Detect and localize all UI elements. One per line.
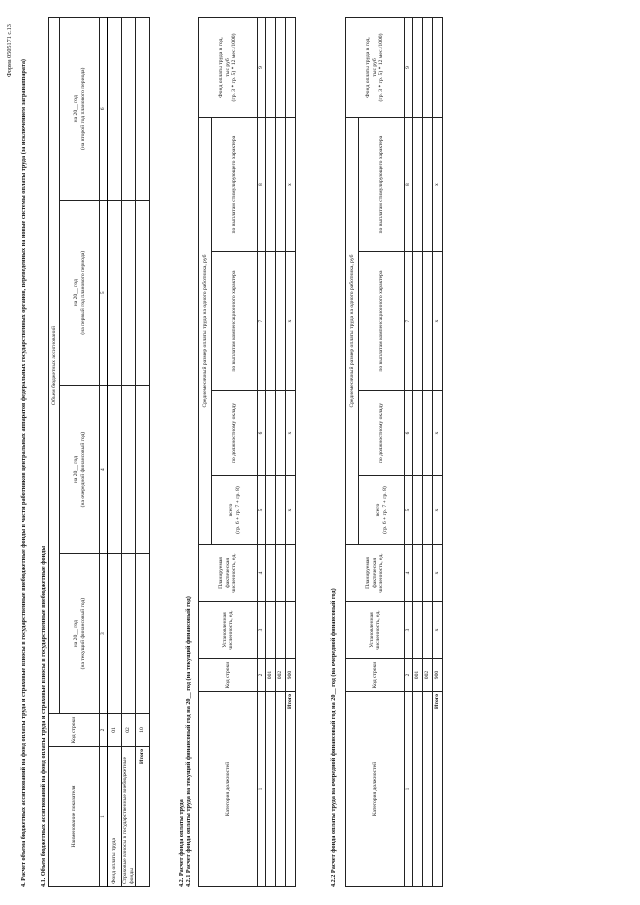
table-cell[interactable]: [108, 554, 122, 714]
col-number: 2: [100, 714, 108, 747]
col-number: 6: [100, 18, 108, 201]
table-cell[interactable]: [266, 545, 276, 602]
col-header-avg-monthly: Среднемесячный размер оплаты труда на одного работника, руб: [346, 118, 359, 545]
table-cell[interactable]: [276, 692, 286, 887]
x-mark: x: [433, 476, 443, 545]
table-cell[interactable]: [276, 602, 286, 659]
row-label: Страховые взносы в государственные внебюджетные фонды: [122, 747, 136, 887]
row-code: 002: [423, 659, 433, 692]
total-code: 900: [286, 659, 296, 692]
x-mark: x: [433, 252, 443, 391]
section-4-2-2-heading: 4.2.2 Расчет фонда оплаты труда на очередной финансовый год на 20__ год (на очередной финансовый год): [330, 588, 337, 887]
col-header-avg-monthly: Среднемесячный размер оплаты труда на одного работника, руб: [199, 118, 212, 545]
col-header-total: всего (гр. 6 + гр. 7 + гр. 8): [212, 476, 258, 545]
x-mark: x: [433, 390, 443, 475]
col-header-name: Наименование показателя: [49, 747, 100, 887]
col-header-stimulation: по выплатам стимулирующего характера: [212, 118, 258, 252]
col-number: 3: [100, 554, 108, 714]
col-number: 5: [405, 476, 413, 545]
table-cell[interactable]: [413, 252, 423, 391]
table-cell[interactable]: [266, 692, 276, 887]
table-cell[interactable]: [266, 390, 276, 475]
table-cell[interactable]: [413, 476, 423, 545]
col-header-plan-year-2: на 20__ год (на второй год планового периода): [60, 18, 100, 201]
table-cell[interactable]: [266, 252, 276, 391]
x-mark: x: [433, 545, 443, 602]
payroll-current-year-table: [198, 17, 296, 887]
table-cell[interactable]: [286, 602, 296, 659]
col-number: 5: [258, 476, 266, 545]
col-number: 2: [258, 659, 266, 692]
col-header-plan-year-1: на 20__ год (на первый год планового периода): [60, 200, 100, 385]
table-cell[interactable]: [286, 18, 296, 118]
col-header-planned: Планируемая фактическая численность, ед.: [346, 545, 405, 602]
col-header-stimulation: по выплатам стимулирующего характера: [359, 118, 405, 252]
col-header-next-year: на 20__ год (на очередной финансовый год): [60, 385, 100, 553]
table-cell[interactable]: [122, 18, 136, 201]
section-4-2-1-heading: 4.2.1 Расчет фонда оплаты труда на текущий финансовый год на 20__ год (на текущий финансовый год): [185, 596, 192, 887]
section-4-1-heading: 4.1. Объем бюджетных ассигнований на фонд оплаты труда и страховые взносы в государственные внебюджетные фонды: [40, 545, 47, 887]
table-cell[interactable]: [136, 18, 150, 201]
col-header-planned: Планируемая фактическая численность, ед.: [199, 545, 258, 602]
col-header-established: Установленная численность, ед.: [346, 602, 405, 659]
table-cell[interactable]: [266, 118, 276, 252]
total-label: Итого: [136, 747, 150, 887]
table-cell[interactable]: [276, 118, 286, 252]
section-4-heading: 4. Расчет объема бюджетных ассигнований на фонд оплаты труда и страховые взносы в государственные внебюджетные фонды в части работников центральных аппаратов федеральных государственных органов, переведенных на новые системы оплаты труда (за исключением загранаппарата): [20, 59, 27, 887]
col-number: 9: [405, 18, 413, 118]
table-cell[interactable]: [413, 602, 423, 659]
table-cell[interactable]: [413, 545, 423, 602]
total-label: Итого: [286, 692, 296, 887]
col-number: 6: [258, 390, 266, 475]
table-cell[interactable]: [266, 602, 276, 659]
col-number: 3: [258, 602, 266, 659]
col-number: 7: [405, 252, 413, 391]
col-number: 1: [258, 692, 266, 887]
row-code: 02: [122, 714, 136, 747]
table-cell[interactable]: [276, 545, 286, 602]
col-number: 4: [100, 385, 108, 553]
col-number: 8: [405, 118, 413, 252]
table-cell[interactable]: [276, 390, 286, 475]
x-mark: x: [286, 390, 296, 475]
table-cell[interactable]: [136, 385, 150, 553]
payroll-next-year-table: [345, 17, 443, 887]
table-cell[interactable]: [136, 554, 150, 714]
table-cell[interactable]: [413, 390, 423, 475]
table-cell[interactable]: [276, 18, 286, 118]
col-number: 4: [405, 545, 413, 602]
col-header-code: Код строки: [199, 659, 258, 692]
table-cell[interactable]: [266, 476, 276, 545]
x-mark: x: [433, 602, 443, 659]
total-code: 900: [433, 659, 443, 692]
x-mark: x: [286, 118, 296, 252]
col-number: 3: [405, 602, 413, 659]
col-number: 2: [405, 659, 413, 692]
table-cell[interactable]: [423, 692, 433, 887]
table-cell[interactable]: [413, 118, 423, 252]
row-code: 002: [276, 659, 286, 692]
table-cell[interactable]: [266, 18, 276, 118]
row-code: 001: [266, 659, 276, 692]
col-header-fund: Фонд оплаты труда в год, тыс руб (гр. 3 * гр. 5) * 12 мес./1000): [199, 18, 258, 118]
col-number: 8: [258, 118, 266, 252]
col-header-code: Код строки: [49, 714, 100, 747]
col-header-category: Категория должностей: [199, 692, 258, 887]
table-cell[interactable]: [433, 18, 443, 118]
col-header-current-year: на 20__ год (на текущий финансовый год): [60, 554, 100, 714]
col-header-fund: Фонд оплаты труда в год, тыс руб (гр. 3 * гр. 5) * 12 мес./1000): [346, 18, 405, 118]
table-cell[interactable]: [122, 554, 136, 714]
table-cell[interactable]: [108, 18, 122, 201]
table-cell[interactable]: [423, 118, 433, 252]
total-code: 10: [136, 714, 150, 747]
table-cell[interactable]: [423, 602, 433, 659]
col-number: 9: [258, 18, 266, 118]
col-number: 6: [405, 390, 413, 475]
row-label: Фонд оплаты труда: [108, 747, 122, 887]
row-code: 001: [413, 659, 423, 692]
col-number: 1: [100, 747, 108, 887]
table-cell[interactable]: [276, 476, 286, 545]
table-cell[interactable]: [276, 252, 286, 391]
table-cell[interactable]: [122, 200, 136, 385]
section-4-2-heading: 4.2. Расчет фонда оплаты труда: [178, 799, 185, 887]
col-number: 7: [258, 252, 266, 391]
col-header-allocation-group: Объем бюджетных ассигнований: [49, 18, 60, 714]
table-cell[interactable]: [423, 252, 433, 391]
x-mark: x: [286, 476, 296, 545]
row-code: 01: [108, 714, 122, 747]
table-cell[interactable]: [108, 200, 122, 385]
col-header-category: Категория должностей: [346, 692, 405, 887]
table-cell[interactable]: [413, 18, 423, 118]
table-cell[interactable]: [286, 545, 296, 602]
table-cell[interactable]: [423, 476, 433, 545]
total-label: Итого: [433, 692, 443, 887]
col-header-established: Установленная численность, ед.: [199, 602, 258, 659]
table-cell[interactable]: [423, 545, 433, 602]
table-cell[interactable]: [122, 385, 136, 553]
table-cell[interactable]: [423, 18, 433, 118]
col-header-compensation: по выплатам компенсационного характера: [359, 252, 405, 391]
col-header-total: всего (гр. 6 + гр. 7 + гр. 8): [359, 476, 405, 545]
table-cell[interactable]: [108, 385, 122, 553]
x-mark: x: [433, 118, 443, 252]
table-cell[interactable]: [136, 200, 150, 385]
col-number: 1: [405, 692, 413, 887]
col-header-salary: по должностному окладу: [359, 390, 405, 475]
budget-allocation-table: [48, 17, 150, 887]
table-cell[interactable]: [423, 390, 433, 475]
col-header-code: Код строки: [346, 659, 405, 692]
col-number: 5: [100, 200, 108, 385]
col-header-salary: по должностному окладу: [212, 390, 258, 475]
x-mark: x: [286, 252, 296, 391]
form-code: Форма 0505171 с.13: [6, 24, 13, 77]
col-header-compensation: по выплатам компенсационного характера: [212, 252, 258, 391]
table-cell[interactable]: [413, 692, 423, 887]
col-number: 4: [258, 545, 266, 602]
